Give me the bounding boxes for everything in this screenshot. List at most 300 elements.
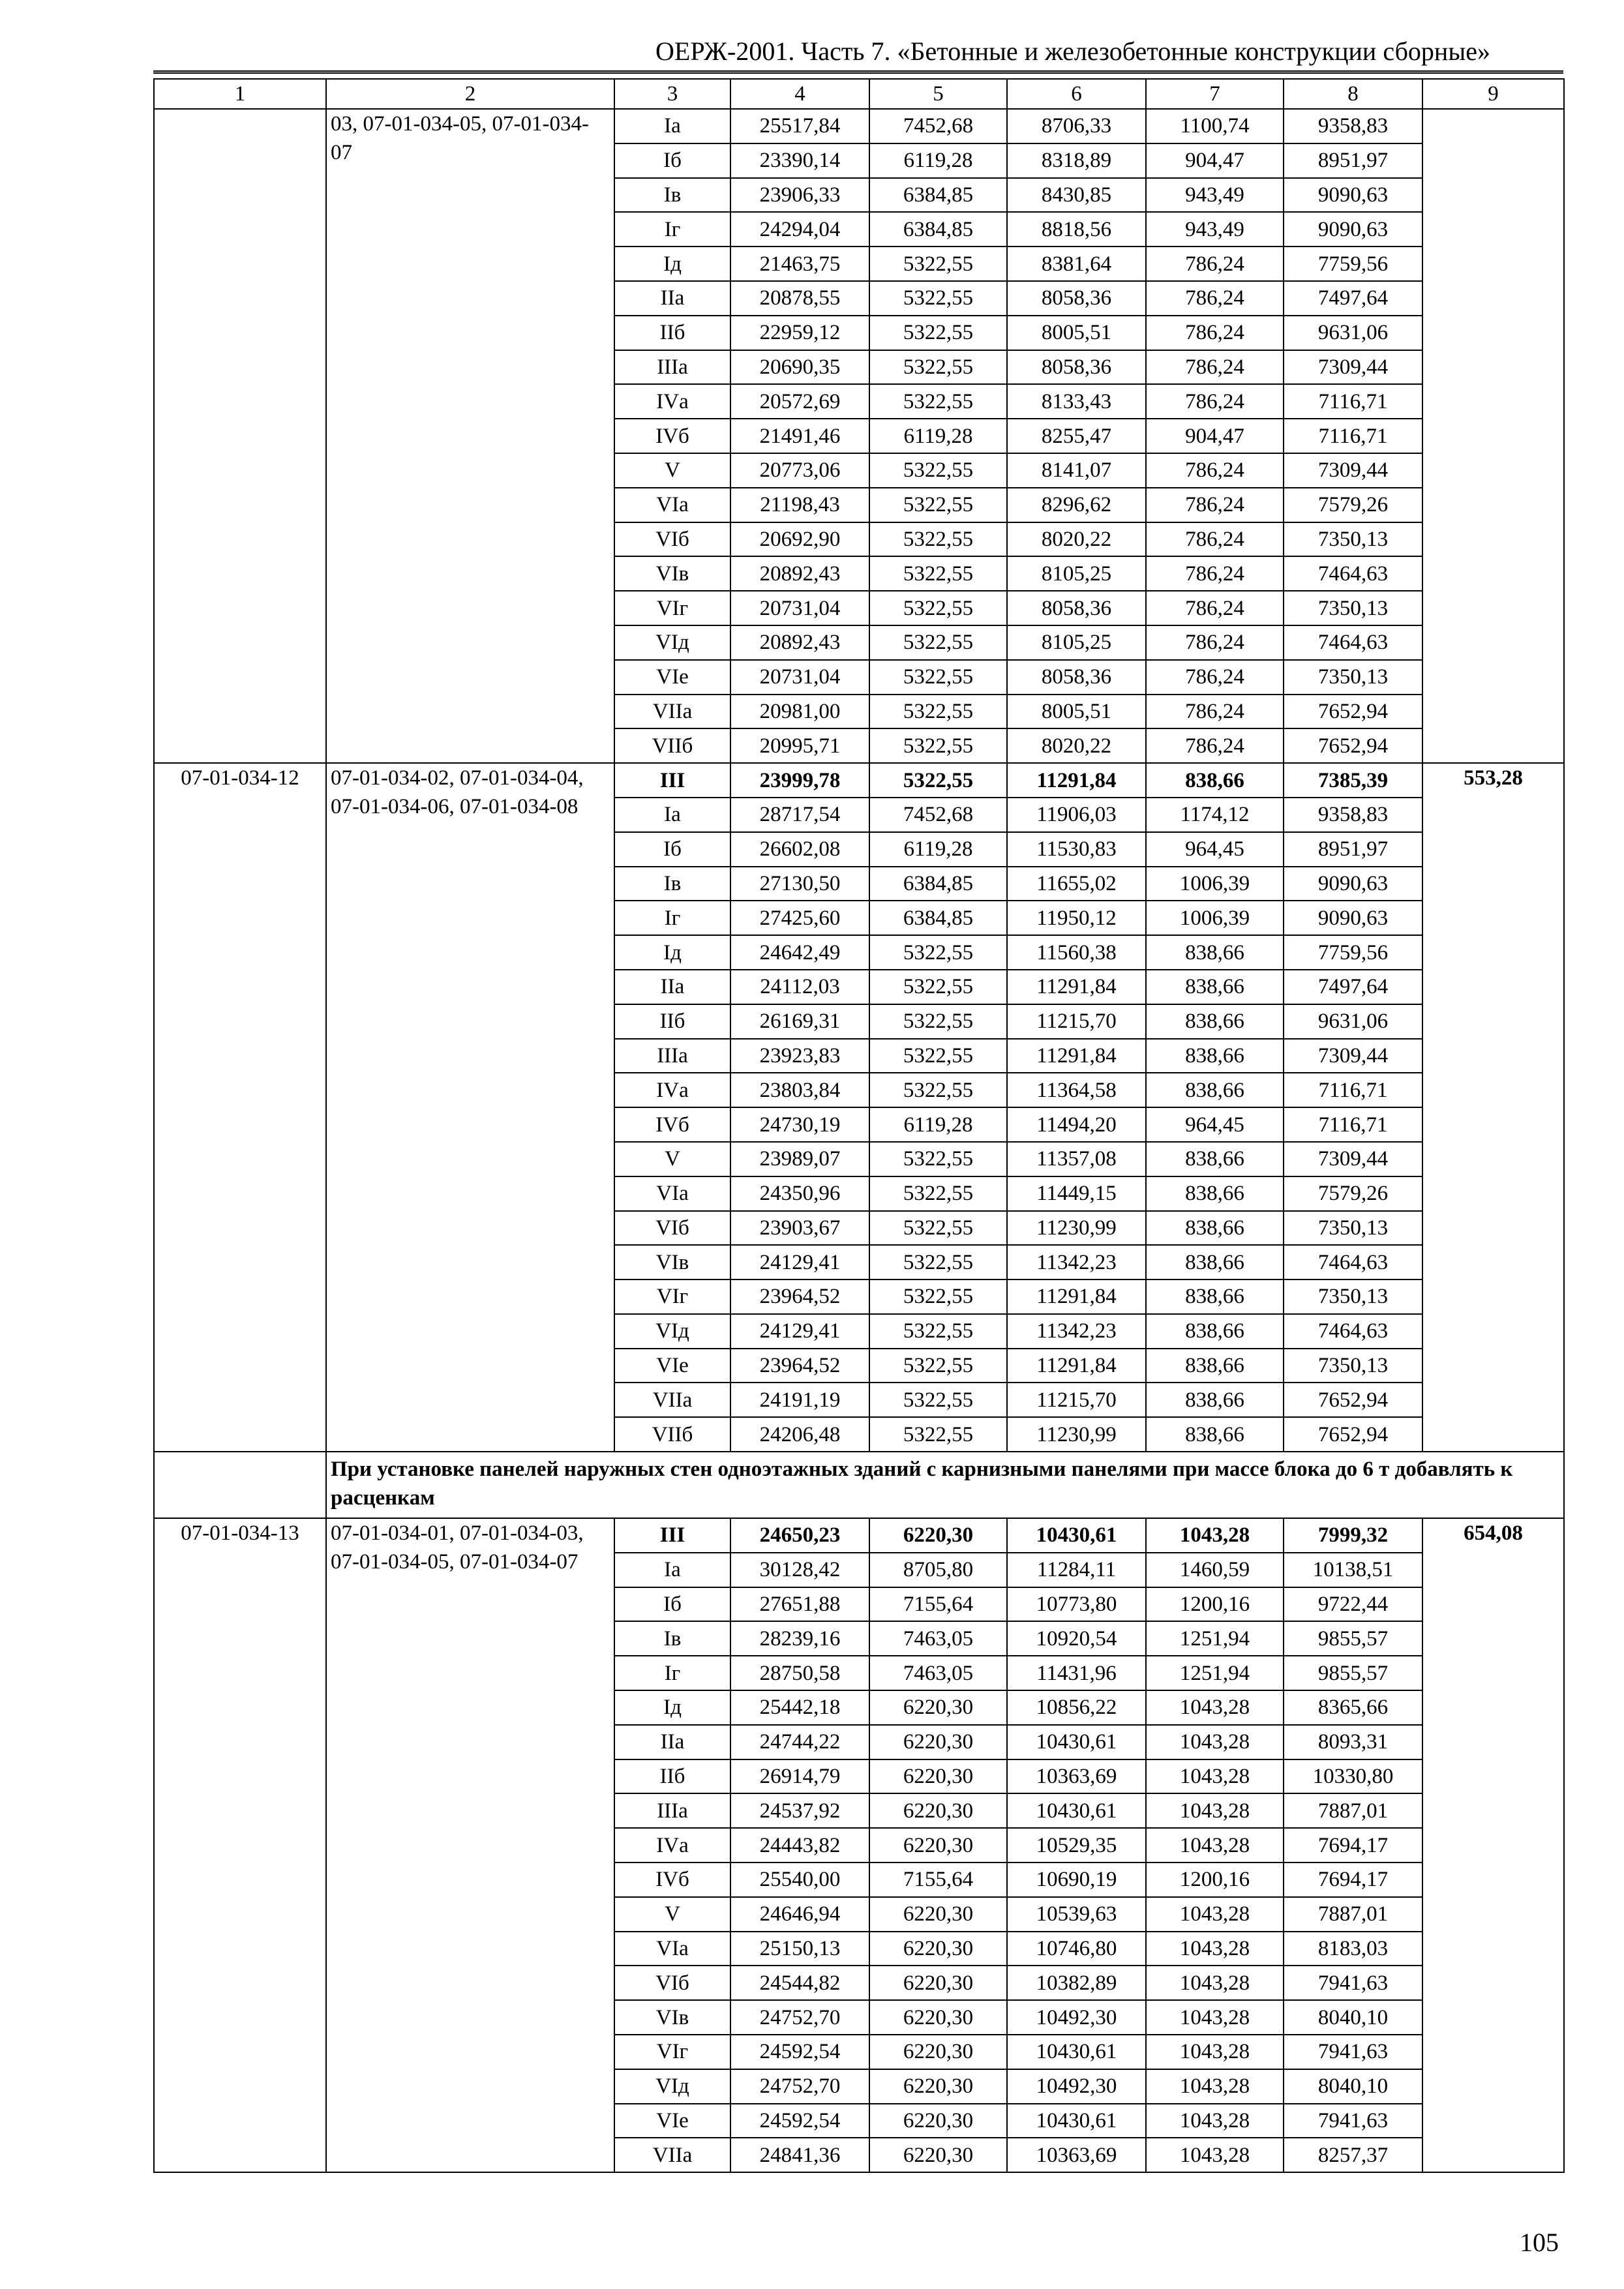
price-cell: 24129,41 (730, 1314, 869, 1349)
price-cell: 6384,85 (869, 178, 1007, 213)
price-cell: 24642,49 (730, 935, 869, 970)
note-row (154, 1452, 1564, 1518)
price-cell: 838,66 (1146, 1176, 1284, 1211)
zone-cell: VIIа (614, 2138, 730, 2172)
zone-cell: IIIа (614, 1793, 730, 1828)
price-cell: 964,45 (1146, 1107, 1284, 1142)
zone-cell: Iб (614, 832, 730, 867)
price-cell: 8093,31 (1284, 1725, 1422, 1759)
zone-cell: Iв (614, 1621, 730, 1656)
price-cell: 7652,94 (1284, 728, 1422, 763)
price-cell: 25150,13 (730, 1932, 869, 1966)
price-cell: 5322,55 (869, 1417, 1007, 1452)
price-cell: 1043,28 (1146, 2138, 1284, 2172)
price-cell: 838,66 (1146, 935, 1284, 970)
zone-cell: IIа (614, 1725, 730, 1759)
price-cell: 8381,64 (1007, 247, 1146, 281)
zone-cell: Iг (614, 212, 730, 247)
price-cell: 1043,28 (1146, 1793, 1284, 1828)
price-cell: 10330,80 (1284, 1759, 1422, 1794)
price-cell: 5322,55 (869, 970, 1007, 1004)
price-cell: 7155,64 (869, 1587, 1007, 1622)
price-cell: 9855,57 (1284, 1621, 1422, 1656)
price-cell: 943,49 (1146, 178, 1284, 213)
price-cell: 24592,54 (730, 2104, 869, 2138)
price-cell: 10382,89 (1007, 1966, 1146, 2000)
price-cell: 24191,19 (730, 1383, 869, 1417)
table-row (154, 109, 1564, 143)
zone-cell: VIIб (614, 1417, 730, 1452)
rate-refs-cell: 03, 07-01-034-05, 07-01-034-07 (326, 109, 614, 763)
zone-cell: Iб (614, 1587, 730, 1622)
zone-cell: Iг (614, 1656, 730, 1690)
price-cell: 6220,30 (869, 1793, 1007, 1828)
price-cell: 8058,36 (1007, 660, 1146, 695)
column-number: 4 (730, 79, 869, 109)
zone-cell: VIб (614, 1966, 730, 2000)
price-cell: 6119,28 (869, 1107, 1007, 1142)
price-cell: 5322,55 (869, 1142, 1007, 1176)
note-text: При установке панелей наружных стен одноэтажных зданий с карнизными панелями при массе блока до 6 т добавлять к расценкам (326, 1452, 1564, 1518)
price-cell: 5322,55 (869, 1349, 1007, 1383)
price-cell: 786,24 (1146, 625, 1284, 660)
price-cell: 10430,61 (1007, 2104, 1146, 2138)
zone-cell: VIг (614, 1279, 730, 1314)
price-cell: 10920,54 (1007, 1621, 1146, 1656)
price-cell: 838,66 (1146, 1417, 1284, 1452)
price-cell: 7759,56 (1284, 247, 1422, 281)
price-cell: 838,66 (1146, 970, 1284, 1004)
price-cell: 8296,62 (1007, 488, 1146, 522)
price-cell: 5322,55 (869, 384, 1007, 419)
price-cell: 6220,30 (869, 1828, 1007, 1863)
price-cell: 11431,96 (1007, 1656, 1146, 1690)
price-cell: 786,24 (1146, 591, 1284, 625)
price-cell: 10492,30 (1007, 2069, 1146, 2104)
price-cell: 10363,69 (1007, 1759, 1146, 1794)
price-cell: 11342,23 (1007, 1245, 1146, 1279)
price-cell: 838,66 (1146, 1039, 1284, 1073)
price-cell: 24841,36 (730, 2138, 869, 2172)
price-cell: 8141,07 (1007, 453, 1146, 488)
zone-cell: Iа (614, 109, 730, 143)
price-cell: 20731,04 (730, 660, 869, 695)
price-cell: 7452,68 (869, 109, 1007, 143)
zone-cell: Iг (614, 901, 730, 935)
zone-cell: IIа (614, 970, 730, 1004)
price-cell: 6220,30 (869, 1966, 1007, 2000)
price-cell: 1043,28 (1146, 2104, 1284, 2138)
column-number: 1 (154, 79, 326, 109)
price-cell: 1043,28 (1146, 1966, 1284, 2000)
price-cell: 11291,84 (1007, 970, 1146, 1004)
price-cell: 1043,28 (1146, 1932, 1284, 1966)
price-cell: 786,24 (1146, 247, 1284, 281)
price-cell: 8020,22 (1007, 728, 1146, 763)
price-cell: 7116,71 (1284, 384, 1422, 419)
price-cell: 20995,71 (730, 728, 869, 763)
price-cell: 6384,85 (869, 901, 1007, 935)
column-number-row (154, 79, 1564, 109)
price-cell: 9722,44 (1284, 1587, 1422, 1622)
price-cell: 1043,28 (1146, 1897, 1284, 1932)
price-cell: 1200,16 (1146, 1863, 1284, 1897)
price-cell: 11291,84 (1007, 1039, 1146, 1073)
zone-cell: IVа (614, 1828, 730, 1863)
zone-cell: IIб (614, 1004, 730, 1039)
price-cell: 6119,28 (869, 419, 1007, 453)
price-cell: 7652,94 (1284, 695, 1422, 729)
price-cell: 11230,99 (1007, 1211, 1146, 1246)
zone-cell: VIд (614, 1314, 730, 1349)
price-cell: 27425,60 (730, 901, 869, 935)
zone-cell: VIе (614, 660, 730, 695)
price-cell: 23964,52 (730, 1349, 869, 1383)
price-cell: 11906,03 (1007, 798, 1146, 832)
price-cell: 11950,12 (1007, 901, 1146, 935)
price-cell: 8058,36 (1007, 281, 1146, 316)
price-cell: 7497,64 (1284, 970, 1422, 1004)
price-cell: 7464,63 (1284, 625, 1422, 660)
price-cell: 7579,26 (1284, 488, 1422, 522)
price-cell: 7759,56 (1284, 935, 1422, 970)
price-cell: 6220,30 (869, 1690, 1007, 1725)
price-cell: 8818,56 (1007, 212, 1146, 247)
price-cell: 786,24 (1146, 695, 1284, 729)
price-cell: 23906,33 (730, 178, 869, 213)
price-cell: 26602,08 (730, 832, 869, 867)
price-cell: 7694,17 (1284, 1863, 1422, 1897)
price-cell: 7464,63 (1284, 556, 1422, 591)
price-cell: 10529,35 (1007, 1828, 1146, 1863)
price-cell: 25442,18 (730, 1690, 869, 1725)
price-cell: 10363,69 (1007, 2138, 1146, 2172)
price-cell: 5322,55 (869, 625, 1007, 660)
price-cell: 8257,37 (1284, 2138, 1422, 2172)
price-cell: 5322,55 (869, 522, 1007, 557)
zone-cell: VIа (614, 1176, 730, 1211)
price-cell: 1043,28 (1146, 1759, 1284, 1794)
price-cell: 24350,96 (730, 1176, 869, 1211)
price-cell: 11342,23 (1007, 1314, 1146, 1349)
price-cell: 7309,44 (1284, 1142, 1422, 1176)
price-cell: 1174,12 (1146, 798, 1284, 832)
price-cell: 7652,94 (1284, 1417, 1422, 1452)
price-cell: 9358,83 (1284, 798, 1422, 832)
price-cell: 8040,10 (1284, 2069, 1422, 2104)
price-cell: 11284,11 (1007, 1553, 1146, 1587)
price-cell: 7309,44 (1284, 350, 1422, 385)
price-cell: 10430,61 (1007, 1518, 1146, 1553)
price-cell: 24730,19 (730, 1107, 869, 1142)
price-cell: 838,66 (1146, 1073, 1284, 1107)
price-cell: 20773,06 (730, 453, 869, 488)
price-cell: 5322,55 (869, 1073, 1007, 1107)
zone-cell: Iв (614, 178, 730, 213)
price-cell: 7309,44 (1284, 1039, 1422, 1073)
table-row (154, 1518, 1564, 1553)
price-cell: 24646,94 (730, 1897, 869, 1932)
rate-code-cell: 07-01-034-13 (154, 1518, 326, 2172)
price-cell: 1043,28 (1146, 2000, 1284, 2035)
price-cell: 20690,35 (730, 350, 869, 385)
price-cell: 25540,00 (730, 1863, 869, 1897)
zone-cell: Iа (614, 1553, 730, 1587)
price-cell: 1100,74 (1146, 109, 1284, 143)
price-cell: 20692,90 (730, 522, 869, 557)
price-cell: 24752,70 (730, 2069, 869, 2104)
price-cell: 8058,36 (1007, 591, 1146, 625)
price-cell: 7350,13 (1284, 660, 1422, 695)
zone-cell: III (614, 1518, 730, 1553)
price-cell: 786,24 (1146, 384, 1284, 419)
zone-cell: VIв (614, 556, 730, 591)
price-cell: 5322,55 (869, 556, 1007, 591)
price-cell: 943,49 (1146, 212, 1284, 247)
price-cell: 1043,28 (1146, 1690, 1284, 1725)
zone-cell: Iд (614, 1690, 730, 1725)
price-cell: 30128,42 (730, 1553, 869, 1587)
price-cell: 7116,71 (1284, 1107, 1422, 1142)
price-cell: 20878,55 (730, 281, 869, 316)
price-cell: 6119,28 (869, 832, 1007, 867)
price-cell: 5322,55 (869, 350, 1007, 385)
price-cell: 8951,97 (1284, 143, 1422, 178)
column-number: 8 (1284, 79, 1422, 109)
price-cell: 24752,70 (730, 2000, 869, 2035)
price-cell: 24744,22 (730, 1725, 869, 1759)
price-cell: 786,24 (1146, 660, 1284, 695)
price-cell: 8706,33 (1007, 109, 1146, 143)
rate-refs-cell: 07-01-034-01, 07-01-034-03, 07-01-034-05, 07-01-034-07 (326, 1518, 614, 2172)
price-cell: 8430,85 (1007, 178, 1146, 213)
rate-code-cell: 07-01-034-12 (154, 763, 326, 1452)
price-cell: 10746,80 (1007, 1932, 1146, 1966)
zone-cell: VIа (614, 1932, 730, 1966)
zone-cell: VIг (614, 2035, 730, 2069)
price-cell: 7350,13 (1284, 591, 1422, 625)
zone-cell: IVа (614, 384, 730, 419)
zone-cell: VIв (614, 2000, 730, 2035)
price-cell: 8005,51 (1007, 695, 1146, 729)
price-cell: 904,47 (1146, 419, 1284, 453)
price-cell: 838,66 (1146, 1279, 1284, 1314)
price-cell: 8365,66 (1284, 1690, 1422, 1725)
price-cell: 24650,23 (730, 1518, 869, 1553)
zone-cell: VIе (614, 2104, 730, 2138)
price-cell: 8133,43 (1007, 384, 1146, 419)
price-cell: 7694,17 (1284, 1828, 1422, 1863)
zone-cell: IVб (614, 419, 730, 453)
price-cell: 1043,28 (1146, 1725, 1284, 1759)
price-cell: 6220,30 (869, 2000, 1007, 2035)
price-cell: 7463,05 (869, 1656, 1007, 1690)
price-cell: 5322,55 (869, 1383, 1007, 1417)
price-cell: 7887,01 (1284, 1897, 1422, 1932)
zone-cell: IIа (614, 281, 730, 316)
price-cell: 11230,99 (1007, 1417, 1146, 1452)
price-table (153, 78, 1565, 2173)
price-cell: 28239,16 (730, 1621, 869, 1656)
price-cell: 8318,89 (1007, 143, 1146, 178)
price-cell: 5322,55 (869, 1211, 1007, 1246)
price-cell: 8058,36 (1007, 350, 1146, 385)
price-cell: 7579,26 (1284, 1176, 1422, 1211)
price-cell: 964,45 (1146, 832, 1284, 867)
zone-cell: VIв (614, 1245, 730, 1279)
price-cell: 5322,55 (869, 763, 1007, 798)
price-cell: 838,66 (1146, 1142, 1284, 1176)
price-cell: 838,66 (1146, 1383, 1284, 1417)
price-cell: 838,66 (1146, 763, 1284, 798)
total-cell: 553,28 (1422, 763, 1564, 1452)
price-cell: 28750,58 (730, 1656, 869, 1690)
price-cell: 11530,83 (1007, 832, 1146, 867)
price-cell: 7464,63 (1284, 1245, 1422, 1279)
zone-cell: IIIа (614, 350, 730, 385)
price-cell: 786,24 (1146, 488, 1284, 522)
price-cell: 5322,55 (869, 1176, 1007, 1211)
price-cell: 6119,28 (869, 143, 1007, 178)
zone-cell: VIа (614, 488, 730, 522)
price-cell: 786,24 (1146, 522, 1284, 557)
price-cell: 7350,13 (1284, 1279, 1422, 1314)
column-number: 6 (1007, 79, 1146, 109)
price-cell: 5322,55 (869, 281, 1007, 316)
price-cell: 8705,80 (869, 1553, 1007, 1587)
price-cell: 8040,10 (1284, 2000, 1422, 2035)
price-cell: 1006,39 (1146, 867, 1284, 901)
price-cell: 24443,82 (730, 1828, 869, 1863)
column-number: 2 (326, 79, 614, 109)
price-cell: 1200,16 (1146, 1587, 1284, 1622)
price-cell: 26914,79 (730, 1759, 869, 1794)
price-cell: 10492,30 (1007, 2000, 1146, 2035)
price-cell: 10430,61 (1007, 1793, 1146, 1828)
price-cell: 20731,04 (730, 591, 869, 625)
price-cell: 6220,30 (869, 1725, 1007, 1759)
price-cell: 7350,13 (1284, 522, 1422, 557)
rate-refs-cell: 07-01-034-02, 07-01-034-04, 07-01-034-06, 07-01-034-08 (326, 763, 614, 1452)
price-cell: 7887,01 (1284, 1793, 1422, 1828)
price-cell: 1043,28 (1146, 1518, 1284, 1553)
price-cell: 23923,83 (730, 1039, 869, 1073)
price-cell: 23989,07 (730, 1142, 869, 1176)
price-cell: 5322,55 (869, 1004, 1007, 1039)
price-cell: 9855,57 (1284, 1656, 1422, 1690)
price-cell: 11215,70 (1007, 1004, 1146, 1039)
price-cell: 5322,55 (869, 488, 1007, 522)
price-cell: 6384,85 (869, 867, 1007, 901)
price-cell: 7452,68 (869, 798, 1007, 832)
note-empty-cell (154, 1452, 326, 1518)
zone-cell: VIд (614, 625, 730, 660)
price-cell: 7116,71 (1284, 1073, 1422, 1107)
column-number: 7 (1146, 79, 1284, 109)
price-cell: 786,24 (1146, 556, 1284, 591)
price-cell: 7155,64 (869, 1863, 1007, 1897)
price-cell: 838,66 (1146, 1245, 1284, 1279)
price-cell: 24112,03 (730, 970, 869, 1004)
price-cell: 9358,83 (1284, 109, 1422, 143)
price-cell: 5322,55 (869, 1314, 1007, 1349)
price-cell: 24294,04 (730, 212, 869, 247)
price-cell: 6384,85 (869, 212, 1007, 247)
price-cell: 5322,55 (869, 935, 1007, 970)
table-body (154, 79, 1564, 2172)
price-cell: 9090,63 (1284, 178, 1422, 213)
price-cell: 28717,54 (730, 798, 869, 832)
zone-cell: V (614, 453, 730, 488)
rate-code-cell (154, 109, 326, 763)
price-cell: 20981,00 (730, 695, 869, 729)
zone-cell: IIб (614, 1759, 730, 1794)
price-cell: 10690,19 (1007, 1863, 1146, 1897)
price-cell: 27130,50 (730, 867, 869, 901)
price-cell: 11449,15 (1007, 1176, 1146, 1211)
price-cell: 1043,28 (1146, 1828, 1284, 1863)
price-cell: 25517,84 (730, 109, 869, 143)
price-cell: 8105,25 (1007, 625, 1146, 660)
price-cell: 11364,58 (1007, 1073, 1146, 1107)
zone-cell: IVб (614, 1863, 730, 1897)
zone-cell: IIIа (614, 1039, 730, 1073)
price-cell: 9090,63 (1284, 901, 1422, 935)
price-cell: 1006,39 (1146, 901, 1284, 935)
price-cell: 1251,94 (1146, 1621, 1284, 1656)
price-cell: 24544,82 (730, 1966, 869, 2000)
price-cell: 11291,84 (1007, 1279, 1146, 1314)
column-number: 3 (614, 79, 730, 109)
price-cell: 8951,97 (1284, 832, 1422, 867)
zone-cell: IVб (614, 1107, 730, 1142)
price-cell: 5322,55 (869, 591, 1007, 625)
page-number: 105 (1520, 2228, 1559, 2257)
zone-cell: Iд (614, 935, 730, 970)
column-number: 5 (869, 79, 1007, 109)
price-cell: 7116,71 (1284, 419, 1422, 453)
price-cell: 7941,63 (1284, 2104, 1422, 2138)
price-cell: 7464,63 (1284, 1314, 1422, 1349)
price-cell: 5322,55 (869, 695, 1007, 729)
price-cell: 786,24 (1146, 453, 1284, 488)
price-cell: 10539,63 (1007, 1897, 1146, 1932)
price-cell: 22959,12 (730, 316, 869, 350)
price-cell: 8105,25 (1007, 556, 1146, 591)
price-cell: 1251,94 (1146, 1656, 1284, 1690)
zone-cell: VIб (614, 522, 730, 557)
zone-cell: Iв (614, 867, 730, 901)
zone-cell: III (614, 763, 730, 798)
price-cell: 20892,43 (730, 625, 869, 660)
column-number: 9 (1422, 79, 1564, 109)
page-header-title: ОЕРЖ-2001. Часть 7. «Бетонные и железобетонные конструкции сборные» (655, 37, 1490, 66)
price-cell: 904,47 (1146, 143, 1284, 178)
price-cell: 1460,59 (1146, 1553, 1284, 1587)
price-cell: 5322,55 (869, 453, 1007, 488)
price-cell: 11357,08 (1007, 1142, 1146, 1176)
price-cell: 9090,63 (1284, 212, 1422, 247)
price-cell: 838,66 (1146, 1211, 1284, 1246)
price-cell: 5322,55 (869, 728, 1007, 763)
price-cell: 7350,13 (1284, 1349, 1422, 1383)
price-cell: 24129,41 (730, 1245, 869, 1279)
price-cell: 10430,61 (1007, 1725, 1146, 1759)
price-cell: 6220,30 (869, 2035, 1007, 2069)
price-cell: 1043,28 (1146, 2035, 1284, 2069)
price-cell: 8005,51 (1007, 316, 1146, 350)
price-cell: 9631,06 (1284, 1004, 1422, 1039)
